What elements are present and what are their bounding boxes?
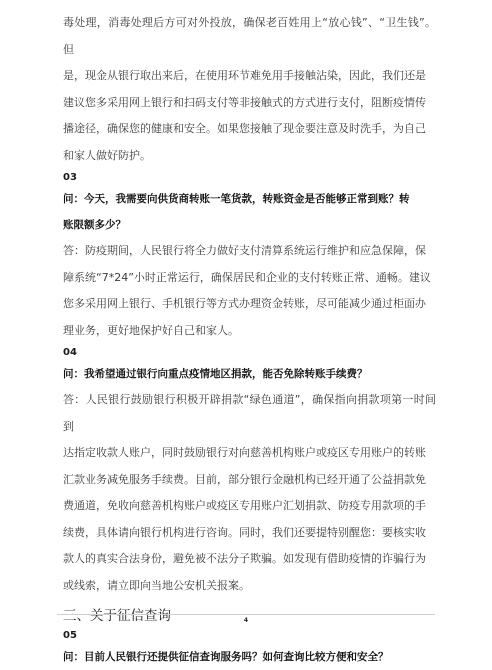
page-number: 4 (243, 617, 249, 624)
answer-line: 障系统“7*24”小时正常运行，确保居民和企业的支付转账正常、通畅。建议 (63, 270, 431, 284)
text-line: 毒处理，消毒处理后方可对外投放，确保老百姓用上“放心钱”、“卫生钱”。但 (63, 16, 436, 56)
qa-item-03 (63, 170, 436, 344)
page-footer (0, 614, 492, 624)
answer-line: 费通道，免收向慈善机构账户或疫区专用账户汇划捐款、防疫专用款项的手 (63, 499, 426, 512)
answer-line: 款人的真实合法身份，避免被不法分子欺骗。如发现有借助疫情的诈骗行为 (63, 552, 426, 565)
question-line: 问：我希望通过银行向重点疫情地区捐款，能否免除转账手续费？ (63, 368, 368, 380)
answer-line: 达指定收款人账户，同时鼓励银行对向慈善机构账户或疫区专用账户的转账 (63, 446, 426, 459)
qa-item-04 (63, 345, 436, 599)
text-line: 和家人做好防护。 (63, 148, 151, 162)
question-line: 账限额多少？ (63, 219, 126, 231)
answer-line: 或线索，请立即向当地公安机关报案。 (63, 578, 250, 592)
question-number: 03 (63, 172, 77, 183)
footer-divider (57, 614, 435, 615)
paragraph-cash-hygiene (63, 10, 436, 169)
answer-line: 答：人民银行鼓励银行积极开辟捐款“绿色通道”，确保指向捐款项第一时间到 (63, 393, 436, 433)
answer-line: 您多采用网上银行、手机银行等方式办理资金转账，尽可能减少通过柜面办 (63, 297, 426, 310)
answer-line: 汇款业务减免服务手续费。目前，部分银行金融机构已经开通了公益捐款免 (63, 472, 426, 486)
answer-line: 续费，具体请向银行机构进行咨询。同时，我们还要提特别醒您：要核实收 (63, 525, 426, 539)
question-line: 问：目前人民银行还提供征信查询服务吗？如何查询比较方便和安全？ (63, 651, 389, 663)
answer-line: 理业务，更好地保护好自己和家人。 (63, 323, 239, 337)
text-line: 播途径，确保您的健康和安全。如果您接触了现金要注意及时洗手，为自己 (63, 122, 426, 135)
text-line: 建议您多采用网上银行和扫码支付等非接触式的方式进行支付，阻断疫情传 (63, 95, 426, 109)
qa-item-05 (63, 628, 436, 670)
text-line: 是，现金从银行取出来后，在使用环节难免用手接触沾染，因此，我们还是 (63, 69, 426, 82)
question-number: 04 (63, 347, 77, 358)
section-heading: 三、关于征信查询 (63, 608, 171, 624)
question-number: 05 (63, 630, 77, 641)
question-line: 问：今天，我需要向供货商转账一笔货款，转账资金是否能够正常到账？转 (63, 193, 410, 205)
answer-line: 答：防疫期间，人民银行将全力做好支付清算系统运行维护和应急保障，保 (63, 244, 426, 257)
document-body (63, 10, 436, 670)
